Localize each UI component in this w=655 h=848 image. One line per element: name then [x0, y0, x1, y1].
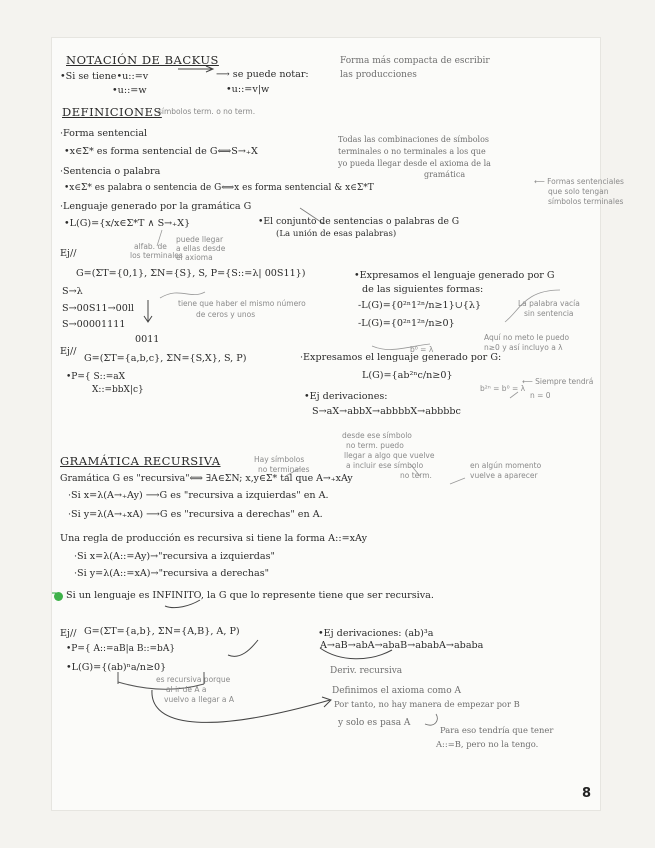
ej1-derivation-3: S→00001111	[62, 319, 126, 330]
ej1-right-note-2: n≥0 y así incluyo a λ	[484, 343, 563, 352]
ej3-deriv: Deriv. recursiva	[330, 666, 403, 676]
ej3-label: Ej//	[60, 628, 77, 639]
backus-line-1: •Si se tiene•u::=v	[60, 71, 149, 82]
tiny-note-3: puede llegar	[176, 235, 224, 244]
ej3-nota-4: Para eso tendría que tener	[440, 725, 554, 735]
ej1-right-4: -L(G)={0²ⁿ1²ⁿ/n≥0}	[358, 318, 455, 329]
ej3-nota-3: y solo es pasa A	[338, 718, 411, 728]
recursiva-regla-izq: ·Si x=λ(A::=Ay)→"recursiva a izquierdas"	[74, 551, 275, 562]
recursiva-pencil-6: a incluir ese símbolo	[346, 461, 424, 470]
recursiva-pencil-7: no term.	[400, 471, 432, 480]
ej1-derivation-4: 0011	[135, 334, 160, 345]
forma-sentencial-title: ·Forma sentencial	[60, 128, 148, 139]
ej2-grammar: G=(ΣT={a,b,c}, ΣN={S,X}, S, P)	[84, 353, 247, 364]
ej2-pencil-c: ⟵ Siempre tendrá	[522, 377, 594, 386]
recursiva-pencil-8: en algún momento	[470, 461, 542, 470]
ej1-right-3: -L(G)={0²ⁿ1²ⁿ/n≥1}∪{λ}	[358, 300, 482, 311]
tiny-note-5: el axioma	[176, 253, 213, 262]
ej2-pencil-d: n = 0	[530, 391, 551, 400]
recursiva-regla-der: ·Si y=λ(A::=xA)→"recursiva a derechas"	[74, 568, 270, 579]
lenguaje-note-2: (La unión de esas palabras)	[276, 229, 397, 239]
recursiva-title: GRAMÁTICA RECURSIVA	[60, 454, 221, 468]
ej3-right-2: A→aB→abA→abaB→ababA→ababa	[320, 640, 484, 651]
green-bullet	[54, 592, 63, 601]
sentencia-def: •x∈Σ* es palabra o sentencia de G⟺x es forma sentencial & x∈Σ*T	[64, 183, 374, 193]
ej1-derivation-1: S→λ	[62, 286, 83, 297]
ej1-right-note-3: La palabra vacía	[518, 299, 580, 308]
ej3-nota-1: Definimos el axioma como A	[332, 686, 461, 696]
ej3-p: •P={ A::=aB|a B::=bA}	[66, 644, 176, 654]
ej3-pencil-1: es recursiva porque	[156, 675, 231, 684]
tiny-note-2: los terminales	[130, 251, 183, 260]
ej1-grammar: G=(ΣT={0,1}, ΣN={S}, S, P={S::=λ| 00S11})	[76, 268, 306, 279]
ej2-p-1: •P={ S::=aX	[66, 372, 126, 382]
ej2-right-3: •Ej derivaciones:	[304, 391, 388, 402]
backus-side-note-1: Forma más compacta de escribir	[340, 56, 490, 66]
backus-arrow-text: ⟶ se puede notar:	[216, 69, 309, 80]
backus-line-2: •u::=w	[112, 85, 147, 96]
recursiva-der: ·Si y=λ(A→₊xA) ⟶G es "recursiva a derechas" en A.	[68, 509, 323, 520]
recursiva-pencil-4: no term. puedo	[346, 441, 404, 450]
sentencia-side-2: que solo tengan	[548, 187, 609, 196]
recursiva-def: Gramática G es "recursiva"⟺ ∃A∈ΣN; x,y∈Σ* tal que A→₊xAy	[60, 473, 353, 484]
lenguaje-title: ·Lenguaje generado por la gramática G	[60, 201, 252, 212]
page-number: 8	[582, 786, 592, 801]
ej2-right-1: ·Expresamos el lenguaje generado por G:	[300, 352, 502, 363]
sentencia-side-3: símbolos terminales	[548, 197, 624, 206]
ej3-nota-5: A::=B, pero no la tengo.	[436, 739, 539, 749]
backus-side-note-2: las producciones	[340, 70, 417, 80]
ej1-right-note-4: sin sentencia	[524, 309, 574, 318]
backus-title: NOTACIÓN DE BACKUS	[66, 53, 219, 67]
ej1-derivation-2: S→00S11→00ll	[62, 303, 134, 314]
ej3-right-1: •Ej derivaciones: (ab)³a	[318, 628, 434, 639]
ej2-right-2: L(G)={ab²ⁿc/n≥0}	[362, 370, 453, 381]
tiny-note-4: a ellas desde	[176, 244, 226, 253]
ej2-label: Ej//	[60, 346, 77, 357]
ej3-l: •L(G)={(ab)ⁿa/n≥0}	[66, 662, 167, 673]
ej1-right-2: de las siguientes formas:	[362, 284, 484, 295]
lenguaje-note-1: •El conjunto de sentencias o palabras de G	[258, 216, 460, 227]
ej1-right-1: •Expresamos el lenguaje generado por G	[354, 270, 555, 281]
backus-result: •u::=v|w	[226, 84, 270, 95]
ej3-grammar: G=(ΣT={a,b}, ΣN={A,B}, A, P)	[84, 626, 240, 637]
recursiva-regla: Una regla de producción es recursiva si tiene la forma A::=xAy	[60, 533, 367, 544]
recursiva-pencil-9: vuelve a aparecer	[470, 471, 538, 480]
ej1-label: Ej//	[60, 248, 77, 259]
recursiva-pencil-2: no terminales	[258, 465, 310, 474]
ej2-pencil-b: b²ⁿ = b⁰ = λ	[480, 384, 526, 393]
forma-sentencial-def: •x∈Σ* es forma sentencial de G⟺S→₊X	[64, 146, 258, 157]
ej3-pencil-2: al ir de A a	[166, 685, 207, 694]
ej3-pencil-3: vuelvo a llegar a A	[164, 695, 234, 704]
ej2-right-4: S→aX→abbX→abbbbX→abbbbc	[312, 406, 461, 417]
recursiva-pencil-3: desde ese símbolo	[342, 431, 412, 440]
recursiva-izq: ·Si x=λ(A→₊Ay) ⟶G es "recursiva a izquierdas" en A.	[68, 490, 329, 501]
lenguaje-def: •L(G)={x/x∈Σ*T ∧ S→₊X}	[64, 218, 191, 229]
tiny-note-1: alfab. de	[134, 242, 167, 251]
ej2-pencil-a: b⁰ = λ	[410, 345, 434, 354]
sentencia-side-1: ⟵ Formas sentenciales	[534, 177, 624, 186]
sentencia-title: ·Sentencia o palabra	[60, 166, 161, 177]
definiciones-title: DEFINICIONES	[62, 105, 162, 119]
ej1-right-note-1: Aquí no meto le puedo	[484, 333, 570, 342]
ej3-nota-2: Por tanto, no hay manera de empezar por B	[334, 699, 520, 709]
ej1-pencil-2: de ceros y unos	[196, 310, 256, 319]
forma-note-1: Todas las combinaciones de símbolos	[338, 135, 489, 144]
recursiva-pencil-5: llegar a algo que vuelve	[344, 451, 435, 460]
ej1-pencil-1: tiene que haber el mismo número	[178, 299, 306, 308]
forma-note-3: yo pueda llegar desde el axioma de la	[338, 159, 491, 168]
forma-note-2: terminales o no terminales a los que	[338, 147, 486, 156]
recursiva-pencil-1: Hay símbolos	[254, 455, 305, 464]
recursiva-infinito: Si un lenguaje es INFINITO, la G que lo represente tiene que ser recursiva.	[66, 590, 434, 601]
ej2-p-2: X::=bbX|c}	[92, 385, 144, 395]
definiciones-small-note: símbolos term. o no term.	[158, 107, 256, 116]
forma-note-4: gramática	[424, 170, 466, 179]
